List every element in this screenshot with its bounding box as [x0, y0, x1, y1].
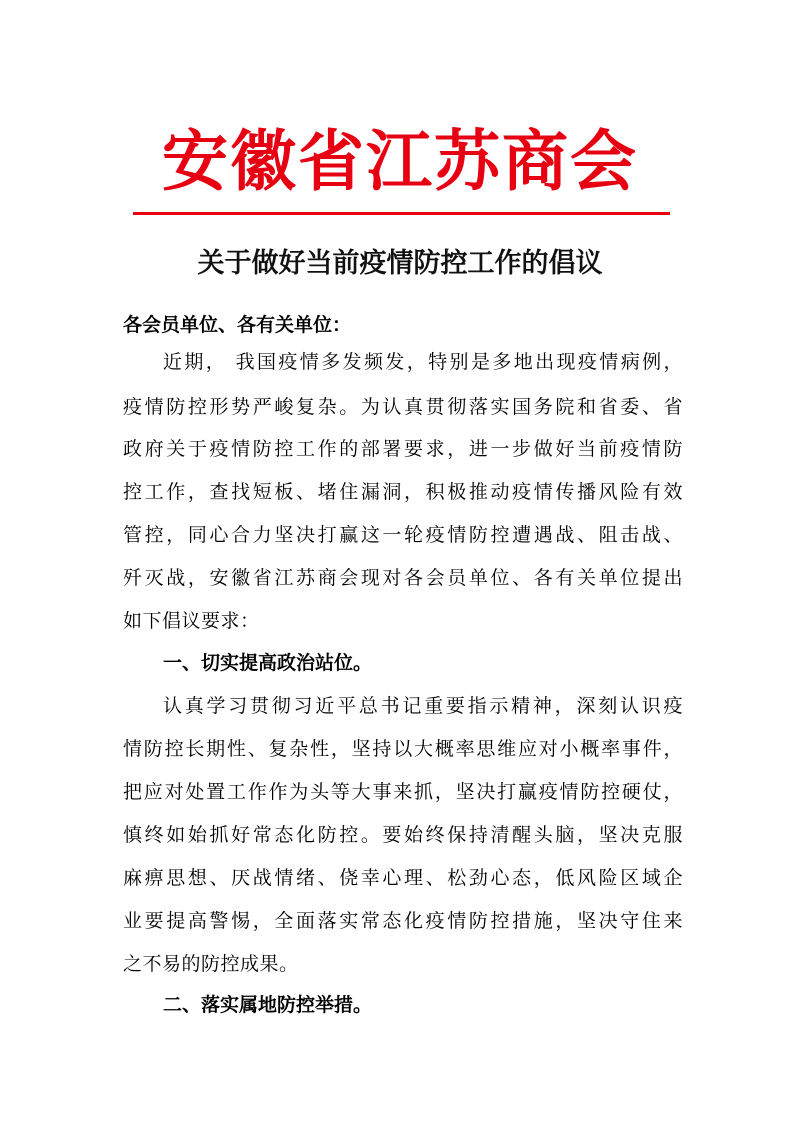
letterhead-red-rule [133, 212, 670, 215]
section-body-line: 麻痹思想、厌战情绪、侥幸心理、松劲心态，低风险区域企 [123, 867, 683, 889]
section-body-line: 把应对处置工作作为头等大事来抓，坚决打赢疫情防控硬仗， [123, 781, 683, 803]
section-body-line: 认真学习贯彻习近平总书记重要指示精神，深刻认识疫 [163, 695, 683, 717]
intro-line: 如下倡议要求： [123, 610, 260, 632]
intro-line: 近期， 我国疫情多发频发，特别是多地出现疫情病例， [163, 351, 683, 373]
salutation: 各会员单位、各有关单位： [123, 314, 352, 336]
intro-line: 歼灭战，安徽省江苏商会现对各会员单位、各有关单位提出 [123, 567, 683, 589]
organization-letterhead: 安徽省江苏商会 [162, 123, 638, 200]
section-body-line: 业要提高警惕，全面落实常态化疫情防控措施，坚决守住来 [123, 910, 683, 932]
intro-line: 控工作，查找短板、堵住漏洞，积极推动疫情传播风险有效 [123, 481, 683, 503]
intro-line: 管控，同心合力坚决打赢这一轮疫情防控遭遇战、阻击战、 [123, 524, 683, 546]
section-body-line: 情防控长期性、复杂性，坚持以大概率思维应对小概率事件， [123, 738, 683, 760]
section-body-line: 慎终如始抓好常态化防控。要始终保持清醒头脑，坚决克服 [123, 824, 683, 846]
intro-line: 疫情防控形势严峻复杂。为认真贯彻落实国务院和省委、省 [123, 396, 683, 418]
intro-line: 政府关于疫情防控工作的部署要求，进一步做好当前疫情防 [123, 438, 683, 460]
section-heading: 二、落实属地防控举措。 [163, 994, 373, 1016]
section-heading: 一、切实提高政治站位。 [163, 652, 373, 674]
document-title: 关于做好当前疫情防控工作的倡议 [197, 248, 603, 279]
section-body-line: 之不易的防控成果。 [123, 953, 299, 975]
